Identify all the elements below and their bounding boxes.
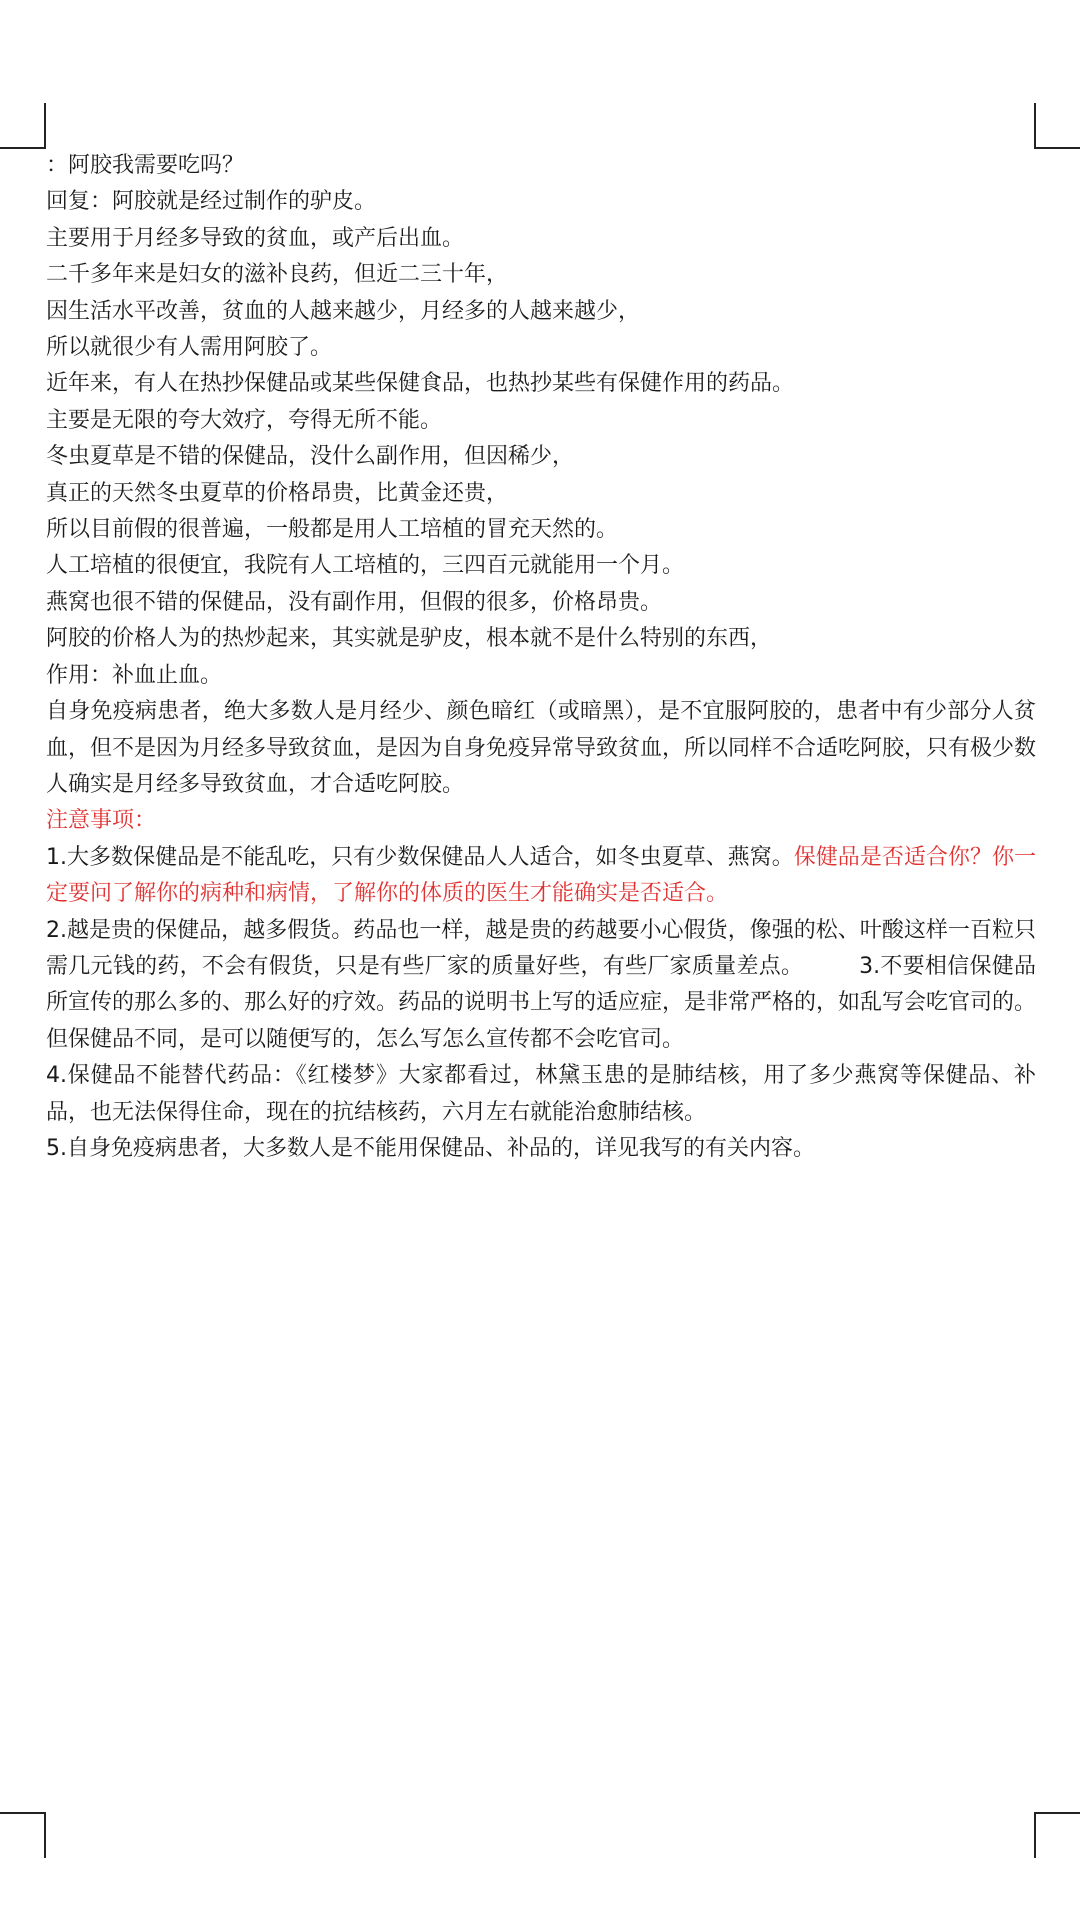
text-line: 作用：补血止血。 [46, 662, 223, 688]
notes-heading: 注意事项： [46, 808, 157, 834]
text-line: 因生活水平改善，贫血的人越来越少，月经多的人越来越少， [46, 298, 641, 324]
note-item-2-3: 2.越是贵的保健品，越多假货。药品也一样，越是贵的药越要小心假货，像强的松、叶酸这样一百粒只需几元钱的药，不会有假货，只是有些厂家的质量好些，有些厂家质量差点。 3.不要相信保健品所宣传的那么多的、那么好的疗效。药品的说明书上写的适应症，是非常严格的，如乱写会吃官司的。但保健品不同，是可以随便写的，怎么写怎么宣传都不会吃官司。 [46, 917, 1037, 1052]
text-line: 近年来，有人在热抄保健品或某些保健食品，也热抄某些有保健作用的药品。 [46, 371, 795, 397]
page-corner-mark-top-right [1034, 103, 1080, 149]
text-line: 燕窝也很不错的保健品，没有副作用，但假的很多，价格昂贵。 [46, 589, 663, 615]
text-line: 二千多年来是妇女的滋补良药，但近二三十年， [46, 262, 509, 288]
text-line: 冬虫夏草是不错的保健品，没什么副作用，但因稀少， [46, 444, 575, 470]
text-line: 所以目前假的很普遍，一般都是用人工培植的冒充天然的。 [46, 517, 619, 543]
reply-line: 回复：阿胶就是经过制作的驴皮。 [46, 189, 377, 215]
note-item-1 [46, 840, 1036, 913]
page-corner-mark-bottom-left [0, 1812, 46, 1858]
text-line: 阿胶的价格人为的热炒起来，其实就是驴皮，根本就不是什么特别的东西， [46, 626, 773, 652]
page-corner-mark-bottom-right [1034, 1812, 1080, 1858]
text-line: 主要是无限的夸大效疗，夸得无所不能。 [46, 407, 443, 433]
note-item-1-text: 1.大多数保健品是不能乱吃，只有少数保健品人人适合，如冬虫夏草、燕窝。 [46, 844, 794, 870]
autoimmune-paragraph: 自身免疫病患者，绝大多数人是月经少、颜色暗红（或暗黑），是不宜服阿胶的，患者中有少部分人贫血，但不是因为月经多导致贫血，是因为自身免疫异常导致贫血，所以同样不合适吃阿胶，只有极少数人确实是月经多导致贫血，才合适吃阿胶。 [46, 699, 1037, 797]
document-body [46, 148, 1036, 1167]
text-line: 真正的天然冬虫夏草的价格昂贵，比黄金还贵， [46, 480, 509, 506]
note-item-5: 5.自身免疫病患者，大多数人是不能用保健品、补品的，详见我写的有关内容。 [46, 1135, 815, 1161]
note-item-4: 4.保健品不能替代药品：《红楼梦》大家都看过，林黛玉患的是肺结核，用了多少燕窝等保健品、补品，也无法保得住命，现在的抗结核药，六月左右就能治愈肺结核。 [46, 1063, 1036, 1125]
text-line: 主要用于月经多导致的贫血，或产后出血。 [46, 225, 465, 251]
text-line: 人工培植的很便宜，我院有人工培植的，三四百元就能用一个月。 [46, 553, 685, 579]
question-line: ：阿胶我需要吃吗？ [46, 153, 245, 178]
note-item-1-warning: 保健品是否适合你？你一定要问了解你的病种和病情，了解你的体质的医生才能确实是否适合。 [46, 844, 1036, 907]
text-line: 所以就很少有人需用阿胶了。 [46, 335, 333, 361]
page-corner-mark-top-left [0, 103, 46, 149]
